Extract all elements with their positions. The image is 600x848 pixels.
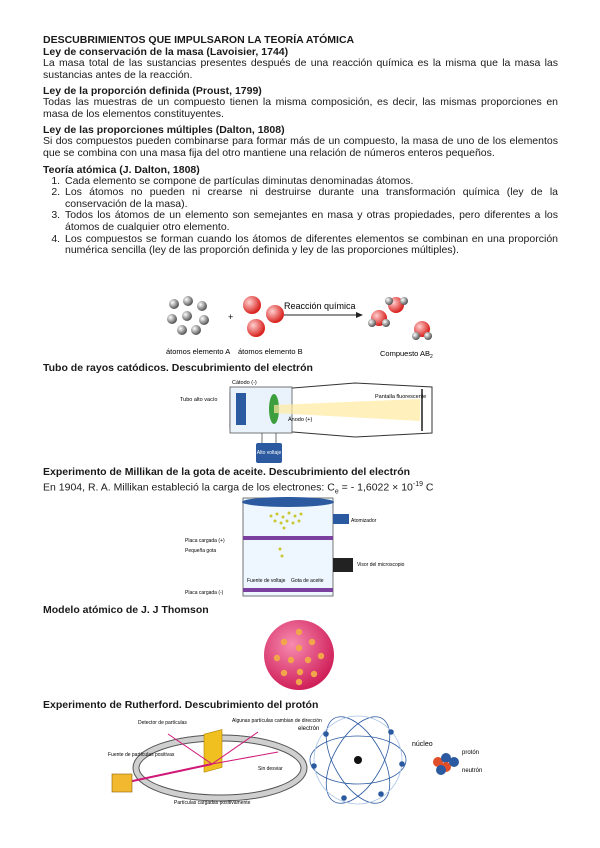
upper-plate [243, 536, 333, 540]
label-atomizer: Atomizador [351, 518, 377, 524]
document-body [43, 34, 558, 257]
label-tube: Tubo alto vacío [180, 397, 218, 403]
particle-source [112, 774, 132, 792]
label-plate-pos: Placa cargada (+) [185, 538, 225, 544]
label-cathode: Cátodo (-) [232, 380, 257, 386]
thomson-model-figure [262, 618, 336, 692]
section-text-lavoisier: La masa total de las sustancias presentes después de una reacción química es la misma que la masa las sustancias antes de la reacción. [43, 57, 558, 81]
label-voltage: Alto voltaje [256, 450, 282, 456]
label-nucleus: núcleo [412, 741, 433, 748]
label-neutron: neutrón [462, 768, 483, 774]
label-compound: Compuesto $AB_2$ [380, 349, 433, 360]
label-few: Algunas partículas cambian de dirección [232, 718, 322, 724]
label-atoms-a: átomos elemento A [166, 347, 231, 356]
dalton-reaction-figure [160, 292, 470, 360]
list-item: 2. Los átomos no pueden ni crearse ni destruirse durante una transformación química (ley de la conservación de la masa). [63, 187, 558, 210]
label-undeflected: Sin desviar [258, 766, 283, 772]
atomizer [333, 514, 349, 524]
nucleus-zoom [433, 753, 459, 775]
orbit-electrons [311, 729, 405, 801]
nucleus-dot [354, 756, 362, 764]
section-heading-lavoisier: Ley de conservación de la masa (Lavoisier, 1744) [43, 46, 289, 58]
label-proton: protón [462, 750, 480, 756]
millikan-heading: Experimento de Millikan de la gota de aceite. Descubrimiento del electrón [43, 466, 411, 478]
section-text-proust: Todas las muestras de un compuesto tienen la misma composición, es decir, las mismas proporciones en masa de los elementos constituyentes. [43, 96, 558, 120]
reaction-label: Reacción química [284, 301, 356, 311]
label-detector: Detector de partículas [138, 720, 187, 726]
microscope [333, 558, 353, 572]
dalton-theory-heading: Teoría atómica (J. Dalton, 1808) [43, 163, 200, 176]
section-text-dalton-multiple: Si dos compuestos pueden combinarse para formar más de un compuesto, la masa de uno de los elementos que se combina con una masa fija del otro mantiene una relación de números enteros pequeños. [43, 135, 558, 159]
list-item: 3. Todos los átomos de un elemento son semejantes en masa y otras propiedades, pero diferentes a los átomos de cualquier otro elemento. [63, 210, 558, 233]
label-electron: electrón [298, 726, 320, 732]
label-plate-neg: Placa cargada (-) [185, 590, 224, 596]
rutherford-atom-model [296, 712, 506, 810]
millikan-text: En 1904, R. A. Millikan estableció la carga de los electrones: $C_e$ = - $1,6022 \times 10^{-19}$ C [43, 481, 434, 496]
label-atoms-b: átomos elemento B [238, 347, 303, 356]
label-oil-drop: Pequeña gota [185, 548, 217, 554]
atoms-a-group [167, 296, 209, 335]
list-item: 1. Cada elemento se compone de partículas diminutas denominadas átomos. [63, 176, 558, 188]
lower-plate [243, 588, 333, 592]
label-anode: Ánodo (+) [288, 417, 313, 423]
cathode-tube-figure [170, 375, 435, 465]
dalton-postulates-list [43, 176, 558, 257]
list-item: 4. Los compuestos se forman cuando los átomos de diferentes elementos se combinan en una proporción numérica sencilla (ley de las proporción definida y ley de las proporciones múltiples). [63, 234, 558, 257]
thomson-heading: Modelo atómico de J. J Thomson [43, 604, 209, 616]
label-microscope: Visor del microscopio [357, 562, 405, 568]
label-source: Fuente de partículas positivas [108, 752, 175, 758]
section-heading-dalton-multiple: Ley de las proporciones múltiples (Dalton, 1808) [43, 124, 285, 137]
compound-molecules [368, 297, 432, 340]
arrow-head-icon [356, 312, 363, 318]
plus-sign: + [228, 312, 234, 322]
label-screen: Pantalla fluorescente [375, 394, 427, 400]
document-title: DESCUBRIMIENTOS QUE IMPULSARON LA TEORÍA ATÓMICA [43, 34, 355, 46]
label-n2: Gota de aceite [291, 578, 324, 584]
section-heading-proust: Ley de la proporción definida (Proust, 1799) [43, 85, 262, 98]
cathode-heading: Tubo de rayos catódicos. Descubrimiento del electrón [43, 362, 313, 374]
millikan-figure [183, 494, 423, 604]
atoms-b-group [243, 296, 284, 337]
cathode-plate [236, 393, 246, 425]
label-n1: Fuente de voltaje [247, 578, 286, 584]
rutherford-heading: Experimento de Rutherford. Descubrimiento del protón [43, 699, 319, 711]
label-pass: Partículas cargadas positivamente [174, 800, 251, 806]
top-cap [242, 497, 334, 507]
